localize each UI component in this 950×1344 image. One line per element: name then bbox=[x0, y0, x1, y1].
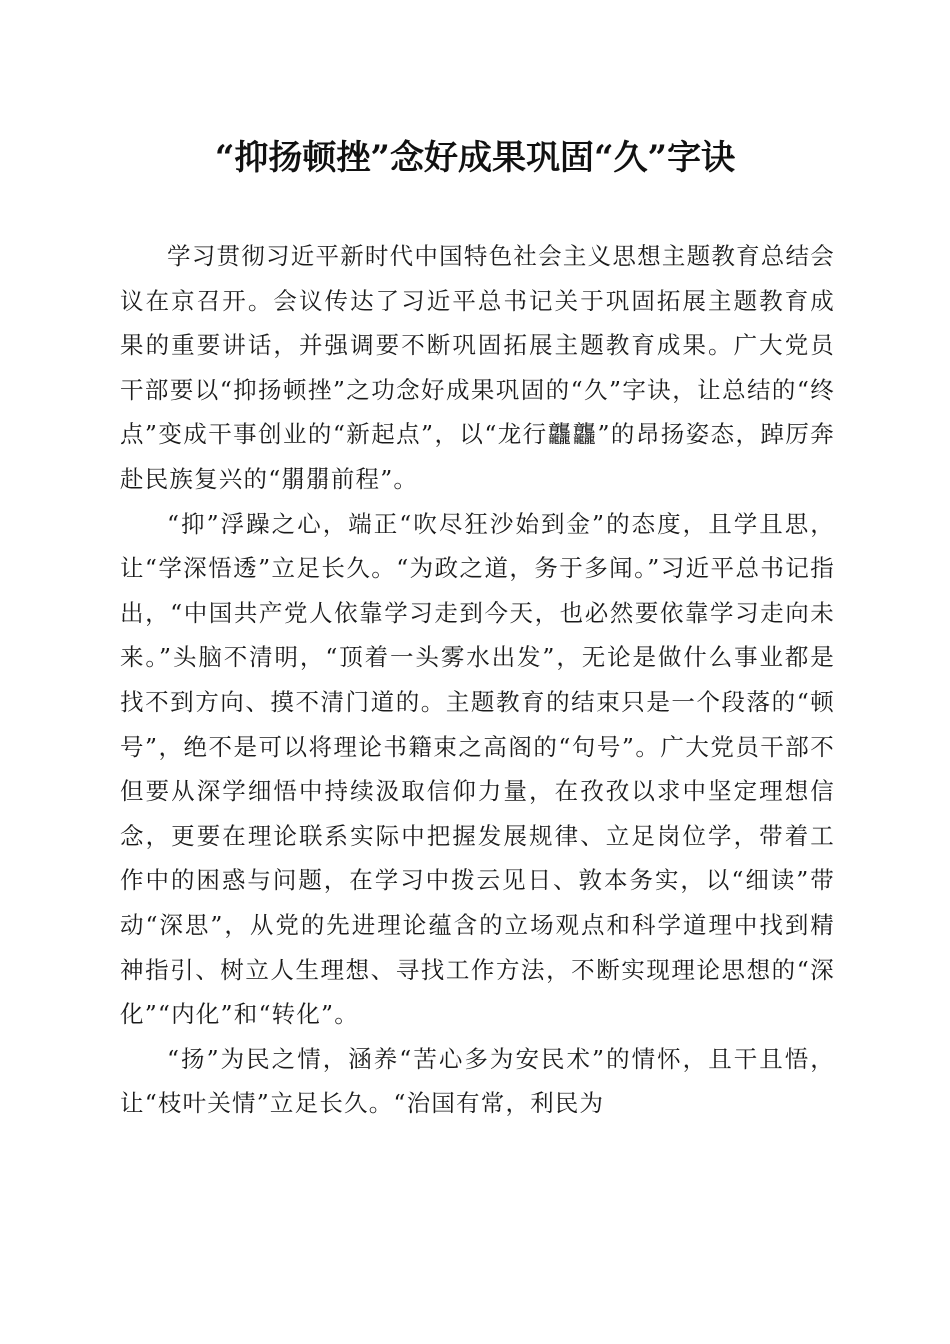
paragraph: 学习贯彻习近平新时代中国特色社会主义思想主题教育总结会议在京召开。会议传达了习近平总书记关于巩固拓展主题教育成果的重要讲话，并强调要不断巩固拓展主题教育成果。广大党员干部要以“抑扬顿挫”之功念好成果巩固的“久”字诀，让总结的“终点”变成干事创业的“新起点”，以“龙行龘龘”的昂扬姿态，踔厉奔赴民族复兴的“朤朤前程”。 bbox=[120, 242, 835, 493]
paragraph: “扬”为民之情，涵养“苦心多为安民术”的情怀，且干且悟，让“枝叶关情”立足长久。“治国有常，利民为 bbox=[120, 1044, 835, 1118]
document-title: “抑扬顿挫”念好成果巩固“久”字诀 bbox=[214, 138, 736, 178]
document-body bbox=[120, 234, 835, 1126]
paragraph: “抑”浮躁之心，端正“吹尽狂沙始到金”的态度，且学且思，让“学深悟透”立足长久。“为政之道，务于多闻。”习近平总书记指出，“中国共产党人依靠学习走到今天，也必然要依靠学习走向未来。”头脑不清明，“顶着一头雾水出发”，无论是做什么事业都是找不到方向、摸不清门道的。主题教育的结束只是一个段落的“顿号”，绝不是可以将理论书籍束之高阁的“句号”。广大党员干部不但要从深学细悟中持续汲取信仰力量，在孜孜以求中坚定理想信念，更要在理论联系实际中把握发展规律、立足岗位学，带着工作中的困惑与问题，在学习中拨云见日、敦本务实，以“细读”带动“深思”，从党的先进理论蕴含的立场观点和科学道理中找到精神指引、树立人生理想、寻找工作方法，不断实现理论思想的“深化”“内化”和“转化”。 bbox=[120, 509, 835, 1029]
